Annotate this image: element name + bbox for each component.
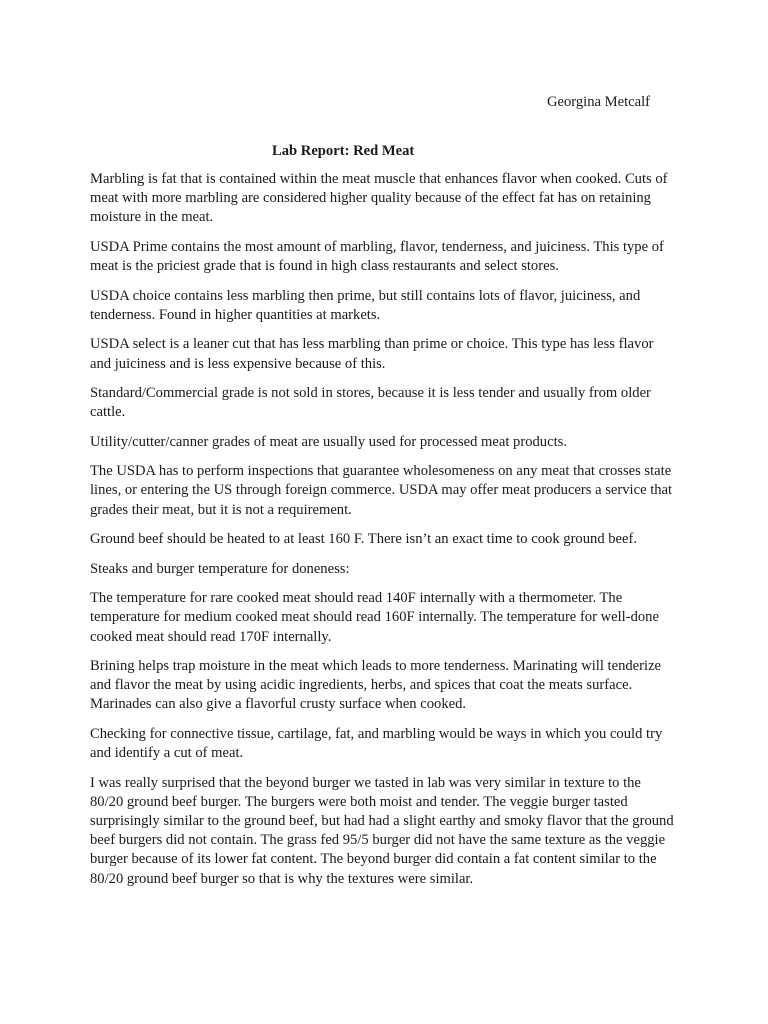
author-name: Georgina Metcalf [546, 94, 650, 110]
paragraph-utility-grades: Utility/cutter/canner grades of meat are usually used for processed meat products. [90, 433, 567, 450]
paragraph-identify-cut: Checking for connective tissue, cartilage, fat, and marbling would be ways in which you could try and identify a cut of meat. [90, 725, 663, 762]
paragraph-temperatures: The temperature for rare cooked meat should read 140F internally with a thermometer. The temperature for medium cooked meat should read 160F internally. The temperature for well-done cooked meat should read 170F internally. [90, 590, 659, 645]
document-body [90, 170, 676, 899]
paragraph-doneness-heading: Steaks and burger temperature for doneness: [90, 560, 350, 577]
paragraph-marbling: Marbling is fat that is contained within the meat muscle that enhances flavor when cooked. Cuts of meat with more marbling are considered higher quality because of the effect fat has on retaining moisture in the meat. [90, 171, 668, 226]
document-title: Lab Report: Red Meat [272, 143, 415, 159]
paragraph-usda-select: USDA select is a leaner cut that has less marbling than prime or choice. This type has less flavor and juiciness and is less expensive because of this. [90, 336, 654, 372]
paragraph-brining: Brining helps trap moisture in the meat which leads to more tenderness. Marinating will tenderize and flavor the meat by using acidic ingredients, herbs, and spices that coat the meats surface. Marinades can also give a flavorful crusty surface when cooked. [90, 658, 662, 713]
paragraph-usda-prime: USDA Prime contains the most amount of marbling, flavor, tenderness, and juiciness. This type of meat is the priciest grade that is found in high class restaurants and select stores. [90, 238, 664, 275]
paragraph-usda-inspections: The USDA has to perform inspections that guarantee wholesomeness on any meat that crosses state lines, or entering the US through foreign commerce. USDA may offer meat producers a service that grades their meat, but it is not a requirement. [90, 463, 673, 518]
paragraph-standard-commercial: Standard/Commercial grade is not sold in stores, because it is less tender and usually from older cattle. [90, 385, 651, 421]
paragraph-ground-beef: Ground beef should be heated to at least 160 F. There isn’t an exact time to cook ground beef. [90, 531, 638, 548]
paragraph-usda-choice: USDA choice contains less marbling then prime, but still contains lots of flavor, juiciness, and tenderness. Found in higher quantities at markets. [90, 287, 641, 323]
paragraph-burger-tasting: I was really surprised that the beyond burger we tasted in lab was very similar in texture to the 80/20 ground beef burger. The burgers were both moist and tender. The veggie burger tasted surprisingly similar to the ground beef, but had had a slight earthy and smoky flavor that the ground beef burgers did not contain. The grass fed 95/5 burger did not have the same texture as the veggie burger because of its lower fat content. The beyond burger did contain a fat content similar to the 80/20 ground beef burger so that is why the textures were similar. [90, 774, 674, 887]
